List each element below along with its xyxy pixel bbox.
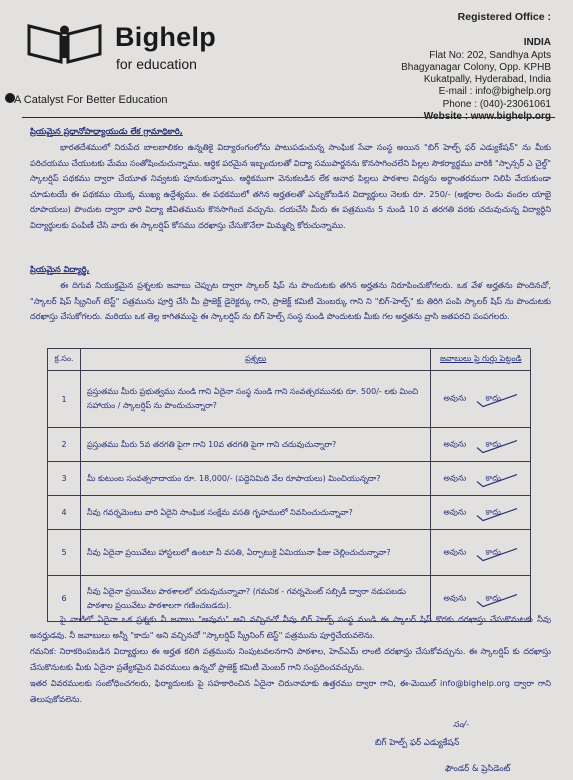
- answer-yes-option[interactable]: అవును: [443, 439, 467, 448]
- answer-no-option[interactable]: కాదు: [485, 439, 501, 448]
- table-row: [48, 496, 531, 530]
- office-address-line: Bhagyanagar Colony, Opp. KPHB: [401, 61, 551, 73]
- table-header-row: [48, 349, 531, 371]
- answer-no-option[interactable]: కాదు: [485, 507, 501, 516]
- answer-yes-option[interactable]: అవును: [443, 393, 467, 403]
- row-question: ప్రస్తుతము మీరు ప్రభుత్వము నుండి గాని ఏదైనా సంస్థ నుండి గాని సంవత్సరమునకు రూ. 500/- లకు మించి సహాయం / స్కాలర్షిప్ ను పొందుచున్నారా?: [80, 371, 431, 428]
- office-title: Registered Office :: [457, 11, 551, 23]
- tagline: A Catalyst For Better Education: [14, 94, 168, 106]
- answer-yes-option[interactable]: అవును: [443, 507, 467, 516]
- remarks-note: గమనిక: నిరాకరింపబడిన విద్యార్థులు ఈ అర్హత కలిగి పత్రమును నింపుటవలనగాని పాఠశాల, హెచ్ఎమ్ లాంటి దరఖాస్తు చేసుకోవచ్చును. ఈ స్కాలర్షిప్ కు దరఖాస్తు చేసుకొనుటకు మీకు ఏదైనా ప్రత్యేకమైన వివరములు ఉన్నచో ప్రాజెక్ట్ కమిటీ మెంబర్ గాని సంప్రదించవచ్చును.: [30, 646, 551, 672]
- answer-yes-option[interactable]: అవును: [443, 547, 467, 556]
- brand-subtitle: for education: [116, 56, 197, 72]
- contact-note: ఇతర వివరములకు సంబోధించగలరు, ఫిర్యాదులకు పై సహకారించిన ఏదైనా చిరునామాకు ఉత్తరము ద్వారా గాని, ఈ-మెయిల్ info@bighelp.org ద్వారా గాని తెలుపుకోవలెను.: [30, 678, 551, 704]
- office-address-line: Flat No: 202, Sandhya Apts: [429, 49, 551, 61]
- table-row: [48, 530, 531, 576]
- intro-paragraph: భారతదేశములో నిరుపేద బాలబాలికల ఉన్నతికై విద్యారంగంలోను పాటుపడుచున్న సాంఘిక సేవా సంస్థ అయిన "బిగ్ హెల్ప్ ఫర్ ఎడ్యుకేషన్" ను మీకు పరిచయము చేయుటకు మేము సంతోషించుచున్నాము. ఆర్థిక పరమైన ఇబ్బందులతో విద్యా సముపార్జనను కొనసాగించలేని పిల్లల సౌకర్యార్థము వారికి "స్పాన్సర్ ఎ చైల్డ్" స్కాలర్షిప్ పథకము ద్వారా చేయూత నివ్వటకు పూనుకున్నాము. ఆర్థికముగా వెనుకబడిన లేక అనాథ పిల్లలు పాఠశాల విద్యను అర్థాంతరముగా నిలిపి వేయకుండా చూడుటయే ఈ పథకము యొక్క ముఖ్య ఉద్దేశ్యము. ఈ పథకములో తగిన అర్హతలతో ఎన్నుకోబడిన విద్యార్థులు నెలకు రూ. 250/- (అక్షరాల రెండు వందల యాభై రూపాయలు) పొందుట ద్వారా వారి విద్యా జీవితమును కొనసాగించ వచ్చును. దయచేసి మీరు ఈ పత్రమును 5 నుండి 10 వ తరగతి వరకు చదువుచున్న విద్యార్థిని విద్యార్థులకు పంపిణీ చేసి వారు ఈ స్కాలర్షిప్ కోసము దరఖాస్తు చేసుకొనేలా మిమ్మల్ని కోరుచున్నాము.: [30, 142, 551, 230]
- answer-no-option[interactable]: కాదు: [485, 473, 501, 482]
- header-divider: [22, 117, 555, 118]
- table-row: [48, 428, 531, 462]
- row-question: మీ కుటుంబ సంవత్సరాదాయం రూ. 18,000/- (పద్దెనిమిది వేల రూపాయలు) మించియున్నదా?: [80, 462, 431, 496]
- row-answer: [431, 462, 531, 496]
- row-number: 6: [48, 576, 81, 622]
- col-header-questions: ప్రశ్నలు: [80, 349, 431, 371]
- answer-yes-option[interactable]: అవును: [443, 473, 467, 482]
- instructions-paragraph: ఈ దిగువ నియుక్తమైన ప్రశ్నలకు జవాబు చెప్పుట ద్వారా స్కాలర్ షిప్ ను పొందుటకు తగిన అర్హతను నిరూపించుకోగలరు. ఒక వేళ అర్హతను పొందినచో, "స్కాలర్ షిప్ స్క్రీనింగ్ టెస్ట్" పత్రమును పూర్తి చేసి మీ ప్రాజెక్ట్ డైరెక్టర్కు గాని, ప్రాజెక్ట్ కమిటీ మెంబర్కు గాని ని "బిగ్-హెల్ప్" కు తిరిగి పంపి స్కాలర్ షిప్ ను పొందుటకు దరఖాస్తు చేసుకోగలరు. మరియు ఒక తెల్ల కాగితముపై ఈ స్కాలర్షిప్ ను బిగ్ హెల్ప్ సంస్థ నుండి పొందుటకు మీకు గల అర్హతను వ్రాసి జతపరచి పంపగలరు.: [30, 280, 551, 321]
- row-number: 1: [48, 371, 81, 428]
- eligibility-note: పై వాటిలో ఏదైనా ఒక ప్రశ్నకు నీ జవాబు "అవును" అని వచ్చినచో నీవు బిగ్ హెల్ప్ సంస్థ నుండి ఈ స్కాలర్ షిప్ కొరకు దరఖాస్తు చేసుకొనుటకు నీవు అనర్హుడవు. నీ జవాబులు అన్నీ "కాదు" అని వచ్చినచో "స్కాలర్షిప్ స్క్రీనింగ్ టెస్ట్" పత్రమును పూర్తిచేయవలెను.: [30, 614, 551, 640]
- signature-block: [375, 716, 510, 778]
- office-country: INDIA: [523, 37, 551, 49]
- office-phone: Phone : (040)-23061061: [442, 98, 551, 110]
- row-number: 2: [48, 428, 81, 462]
- signature-title: ఫౌండర్ & ప్రెసిడెంట్: [445, 764, 511, 774]
- row-question: నీవు ఏదైనా ప్రయివేటు హాస్టలులో ఉంటూ నీ వసతి, ఏర్పాటుకై ఏమియునా ఫీజు చెల్లించుచున్నావా?: [80, 530, 431, 576]
- signature-mark: సం/-: [453, 720, 470, 730]
- table-row: [48, 371, 531, 428]
- table-row: [48, 462, 531, 496]
- salutation-student: ప్రియమైన విద్యార్థి,: [30, 264, 90, 274]
- row-answer: [431, 530, 531, 576]
- salutation-teacher: ప్రియమైన ప్రధానోపాధ్యాయుడు లేక గ్రామాధికారి,: [30, 126, 183, 136]
- registered-office-block: [401, 11, 551, 123]
- col-header-serial: క్ర.సం.: [48, 349, 81, 371]
- eligibility-table: [47, 348, 531, 622]
- row-number: 4: [48, 496, 81, 530]
- row-number: 5: [48, 530, 81, 576]
- row-answer: [431, 428, 531, 462]
- col-header-answers: జవాబులు పై గుర్తు పెట్టండి: [431, 349, 531, 371]
- row-answer: [431, 496, 531, 530]
- row-answer: [431, 371, 531, 428]
- signature-org: బిగ్ హెల్ప్ ఫర్ ఎడ్యుకేషన్: [375, 738, 460, 748]
- row-question: ప్రస్తుతము మీరు 5వ తరగతి పైగా గాని 10వ తరగతి పైగా గాని చదువుచున్నారా?: [80, 428, 431, 462]
- answer-no-option[interactable]: కాదు: [485, 593, 501, 602]
- office-website: Website : www.bighelp.org: [423, 111, 551, 123]
- row-question: నీవు ఏదైనా ప్రయివేటు పాఠశాలలో చదువుచున్నావా? (గమనిక - గవర్నమెంట్ సబ్సిడీ ద్వారా నడుపబడు పాఠశాల ప్రయివేటు పాఠశాలగా గణించబడదు).: [80, 576, 431, 622]
- row-number: 3: [48, 462, 81, 496]
- answer-no-option[interactable]: కాదు: [485, 393, 501, 403]
- office-address-line: Kukatpally, Hyderabad, India: [423, 74, 551, 86]
- bighelp-logo-icon: [27, 22, 102, 64]
- row-question: నీవు గవర్నమెంటు వారి ఏదైని సాంఘిక సంక్షేమ వసతి గృహములో నివసించుచున్నావా?: [80, 496, 431, 530]
- office-email: E-mail : info@bighelp.org: [438, 86, 551, 98]
- answer-no-option[interactable]: కాదు: [485, 547, 501, 556]
- brand-name: Bighelp: [115, 22, 217, 52]
- answer-yes-option[interactable]: అవును: [443, 593, 467, 602]
